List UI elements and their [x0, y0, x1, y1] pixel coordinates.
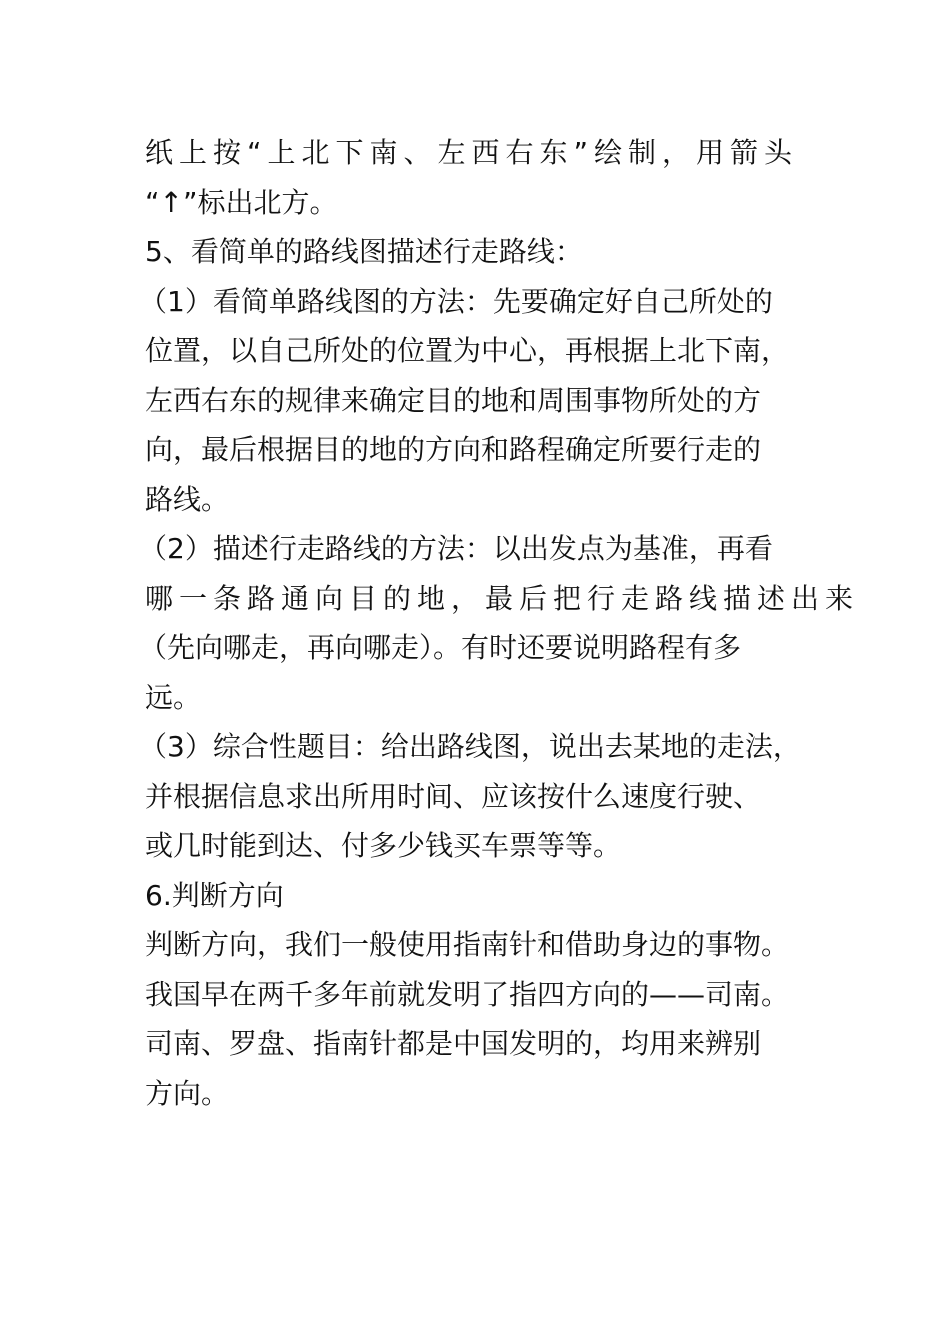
text-line: （2）描述行走路线的方法：以出发点为基准，再看: [139, 532, 773, 565]
text-line: 司南、罗盘、指南针都是中国发明的，均用来辨别: [145, 1027, 762, 1060]
text-line: （先向哪走，再向哪走）。有时还要说明路程有多: [139, 631, 742, 664]
text-line: （1）看简单路线图的方法：先要确定好自己所处的: [139, 284, 773, 318]
section-heading: 5、看简单的路线图描述行走路线：: [145, 235, 583, 268]
text-line: 向，最后根据目的地的方向和路程确定所要行走的: [145, 433, 762, 466]
text-line: 我国早在两千多年前就发明了指四方向的——司南。: [145, 977, 790, 1011]
text-line: 纸上按“上北下南、左西右东”绘制，用箭头: [145, 136, 799, 169]
text-line: 方向。: [145, 1076, 230, 1110]
text-line: 路线。: [145, 482, 230, 516]
text-line: 远。: [145, 680, 202, 714]
text-line: 或几时能到达、付多少钱买车票等等。: [145, 829, 622, 862]
document-body: [139, 128, 860, 1118]
text-line: “↑”标出北方。: [145, 185, 338, 219]
text-line: 位置，以自己所处的位置为中心，再根据上北下南，: [145, 334, 790, 367]
text-line: 判断方向，我们一般使用指南针和借助身边的事物。: [145, 928, 790, 961]
text-line: 并根据信息求出所用时间、应该按什么速度行驶、: [145, 779, 762, 813]
text-line: 左西右东的规律来确定目的地和周围事物所处的方: [145, 383, 762, 417]
text-line: 哪一条路通向目的地，最后把行走路线描述出来: [145, 581, 860, 615]
section-heading: 6.判断方向: [145, 878, 284, 912]
text-line: （3）综合性题目：给出路线图，说出去某地的走法，: [139, 730, 801, 763]
